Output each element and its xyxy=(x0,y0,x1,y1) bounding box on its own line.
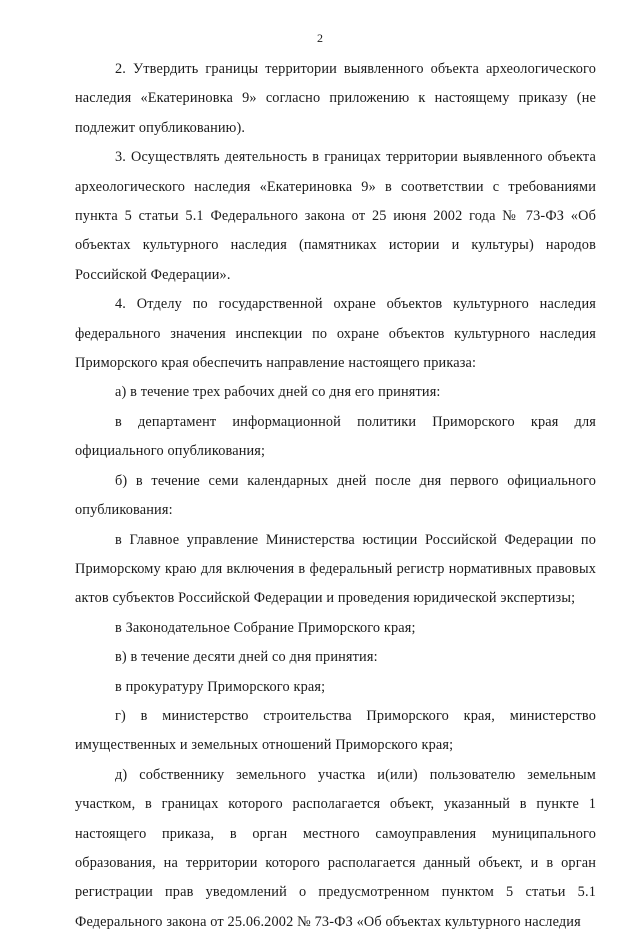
paragraph-item-3: 3. Осуществлять деятельность в границах территории выявленного объекта археологического наследия «Екатериновка 9» в соответствии с требованиями пункта 5 статьи 5.1 Федерального закона от 25 июня 2002 года № 73-ФЗ «Об объектах культурного наследия (памятниках истории и культуры) народов Российской Федерации». xyxy=(75,149,596,283)
paragraph-subitem-b: б) в течение семи календарных дней после дня первого официального опубликования: xyxy=(75,472,596,519)
paragraph-recipient-ministry-of-justice: в Главное управление Министерства юстиции Российской Федерации по Приморскому краю для включения в федеральный регистр нормативных правовых актов субъектов Российской Федерации и проведения юридической экспертизы; xyxy=(75,531,596,607)
paragraph-item-2: 2. Утвердить границы территории выявленного объекта археологического наследия «Екатериновка 9» согласно приложению к настоящему приказу (не подлежит опубликованию). xyxy=(75,61,596,136)
paragraph-subitem-v: в) в течение десяти дней со дня принятия: xyxy=(115,649,378,666)
paragraph-subitem-d: д) собственнику земельного участка и(или) пользователю земельным участком, в границах которого располагается объект, указанный в пункте 1 настоящего приказа, в орган местного самоуправления муниципального образования, на территории которого располагается данный объект, и в орган регистрации прав уведомлений о предусмотренном пунктом 5 статьи 5.1 Федерального закона от 25.06.2002 № 73-ФЗ «Об объектах культурного наследия xyxy=(75,766,596,930)
paragraph-subitem-g: г) в министерство строительства Приморского края, министерство имущественных и земельных отношений Приморского края; xyxy=(75,707,596,754)
paragraph-recipient-prosecutor: в прокуратуру Приморского края; xyxy=(115,678,326,695)
paragraph-recipient-legislative-assembly: в Законодательное Собрание Приморского края; xyxy=(115,619,416,636)
document-body xyxy=(75,55,596,937)
page-number: 2 xyxy=(317,31,323,45)
paragraph-subitem-a: а) в течение трех рабочих дней со дня его принятия: xyxy=(115,384,441,401)
paragraph-item-4: 4. Отделу по государственной охране объектов культурного наследия федерального значения инспекции по охране объектов культурного наследия Приморского края обеспечить направление настоящего приказа: xyxy=(75,296,596,372)
paragraph-recipient-information-department: в департамент информационной политики Приморского края для официального опубликования; xyxy=(75,413,596,460)
